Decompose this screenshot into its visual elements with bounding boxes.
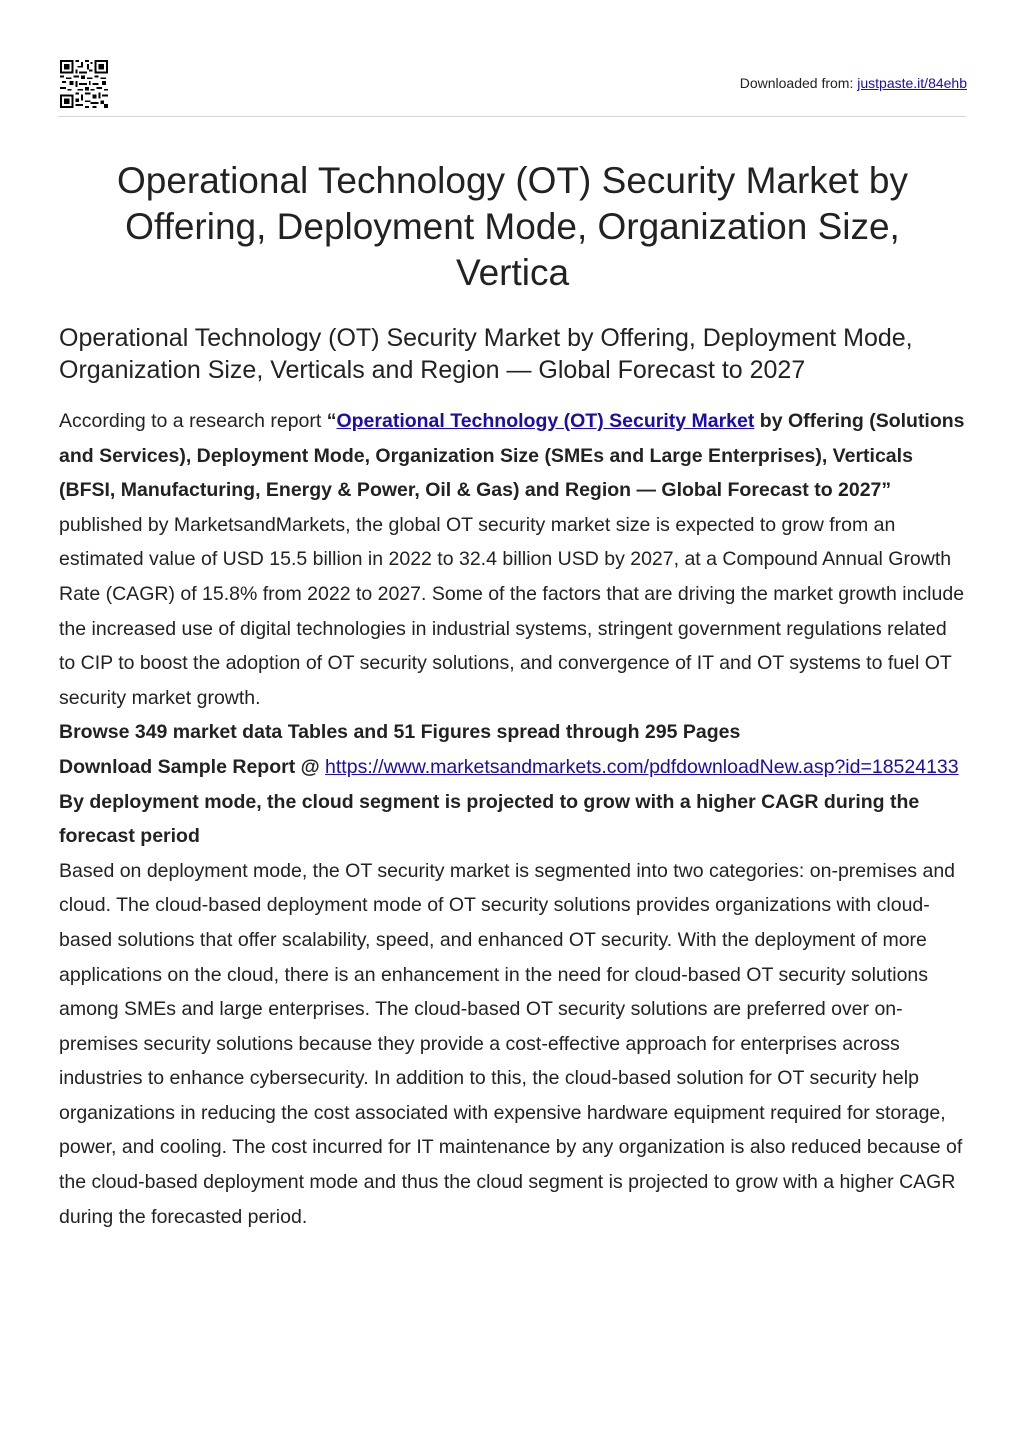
intro-open-quote: “ — [326, 410, 337, 432]
intro-paragraph — [59, 404, 966, 715]
intro-lead: According to a research report — [59, 410, 327, 432]
qr-code-icon — [60, 60, 108, 108]
page-subtitle: Operational Technology (OT) Security Market by Offering, Deployment Mode, Organization Size, Verticals and Region — Global Forecast to 2027 — [59, 324, 913, 384]
page-title: Operational Technology (OT) Security Market by Offering, Deployment Mode, Organization Size, Vertica — [116, 160, 909, 293]
report-title-rest: by Offering (Solutions and Services), Deployment Mode, Organization Size (SMEs and Large Enterprises), Verticals (BFSI, Manufacturing, Energy & Power, Oil & Gas) and Region — Global Forecast to 2027” — [59, 410, 965, 502]
intro-tail: published by MarketsandMarkets, the global OT security market size is expected to grow from an estimated value of USD 15.5 billion in 2022 to 32.4 billion USD by 2027, at a Compound Annual Growth Rate (CAGR) of 15.8% from 2022 to 2027. Some of the factors that are driving the market growth include the increased use of digital technologies in industrial systems, stringent government regulations related to CIP to boost the adoption of OT security solutions, and convergence of IT and OT systems to fuel OT security market growth. — [59, 513, 965, 709]
section-heading — [59, 785, 966, 854]
section-heading-text: By deployment mode, the cloud segment is projected to grow with a higher CAGR during the forecast period — [59, 790, 920, 848]
browse-line — [59, 715, 966, 750]
article-body — [59, 404, 966, 1234]
report-link[interactable]: Operational Technology (OT) Security Market — [336, 410, 755, 432]
section-body: Based on deployment mode, the OT security market is segmented into two categories: on-premises and cloud. The cloud-based deployment mode of OT security solutions provides organizations with cloud-based solutions that offer scalability, speed, and enhanced OT security. With the deployment of more applications on the cloud, there is an enhancement in the need for cloud-based OT security solutions among SMEs and large enterprises. The cloud-based OT security solutions are preferred over on-premises security solutions because they provide a cost-effective approach for enterprises across industries to enhance cybersecurity. In addition to this, the cloud-based solution for OT security help organizations in reducing the cost associated with expensive hardware equipment required for storage, power, and cooling. The cost incurred for IT maintenance by any organization is also reduced because of the cloud-based deployment mode and thus the cloud segment is projected to grow with a higher CAGR during the forecasted period. — [59, 859, 963, 1228]
header-divider — [58, 116, 966, 117]
downloaded-from — [740, 75, 967, 91]
document-content — [59, 158, 966, 1234]
download-label: Download Sample Report @ — [59, 755, 326, 778]
source-link[interactable]: justpaste.it/84ehb — [857, 75, 967, 91]
download-url-link[interactable]: https://www.marketsandmarkets.com/pdfdownloadNew.asp?id=18524133 — [325, 755, 959, 778]
download-line — [59, 750, 966, 785]
browse-text: Browse 349 market data Tables and 51 Figures spread through 295 Pages — [59, 721, 741, 744]
downloaded-label: Downloaded from: — [739, 75, 854, 91]
